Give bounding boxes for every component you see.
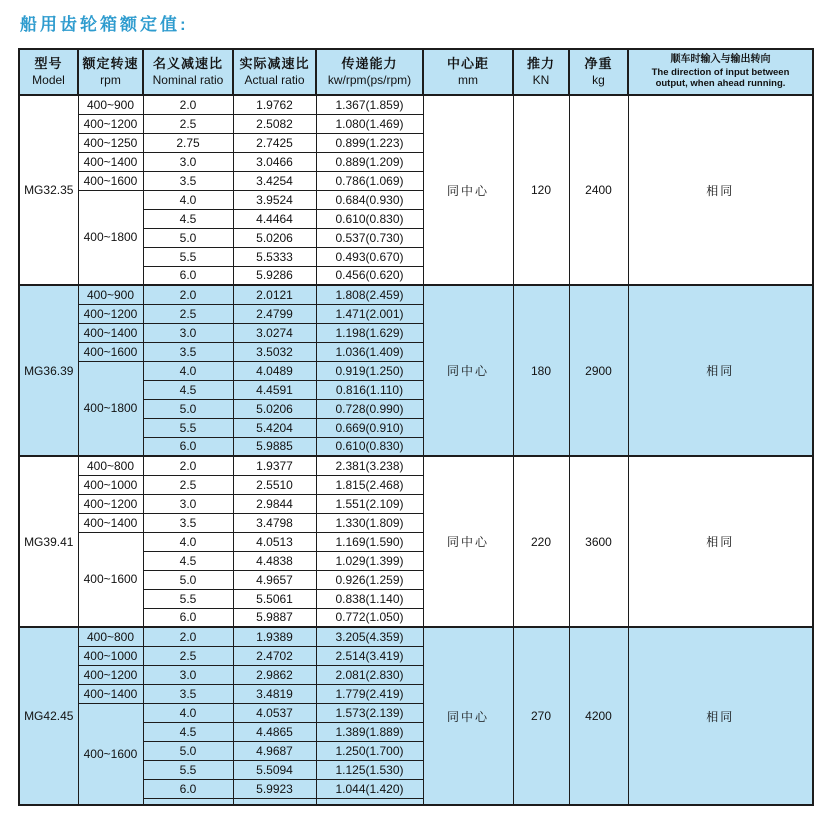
actual-ratio-cell: 3.5032 <box>233 342 316 361</box>
header-direction <box>628 49 813 95</box>
rpm-range-cell: 400~1800 <box>78 361 143 456</box>
thrust-cell: 120 <box>513 95 569 285</box>
actual-ratio-cell: 5.5333 <box>233 247 316 266</box>
capacity-cell: 1.330(1.809) <box>316 513 423 532</box>
nominal-ratio-cell: 2.5 <box>143 114 233 133</box>
header-rpm-zh: 额定转速 <box>82 56 139 72</box>
rpm-range-cell: 400~1000 <box>78 475 143 494</box>
table-row <box>19 456 813 475</box>
nominal-ratio-cell: 3.0 <box>143 152 233 171</box>
header-capacity-zh: 传递能力 <box>341 56 398 72</box>
thrust-cell: 270 <box>513 627 569 805</box>
actual-ratio-cell: 3.9524 <box>233 190 316 209</box>
direction-cell: 相同 <box>628 285 813 456</box>
actual-ratio-cell: 3.4819 <box>233 684 316 703</box>
actual-ratio-cell: 3.4798 <box>233 513 316 532</box>
nominal-ratio-cell: 4.0 <box>143 532 233 551</box>
header-actual-en: Actual ratio <box>244 73 305 88</box>
capacity-cell: 1.125(1.530) <box>316 760 423 779</box>
header-rpm <box>78 49 143 95</box>
net-weight-cell: 3600 <box>569 456 628 627</box>
capacity-cell: 1.815(2.468) <box>316 475 423 494</box>
capacity-cell: 0.669(0.910) <box>316 418 423 437</box>
table-row <box>19 95 813 114</box>
model-cell: MG32.35 <box>19 95 78 285</box>
nominal-ratio-cell: 3.0 <box>143 665 233 684</box>
header-capacity-en: kw/rpm(ps/rpm) <box>327 73 412 88</box>
rpm-range-cell: 400~800 <box>78 627 143 646</box>
capacity-cell: 0.493(0.670) <box>316 247 423 266</box>
nominal-ratio-cell: 4.5 <box>143 722 233 741</box>
capacity-cell: 1.367(1.859) <box>316 95 423 114</box>
actual-ratio-cell: 5.9885 <box>233 437 316 456</box>
net-weight-cell: 2400 <box>569 95 628 285</box>
center-distance-cell: 同中心 <box>423 456 513 627</box>
actual-ratio-cell: 5.5061 <box>233 589 316 608</box>
capacity-cell: 0.926(1.259) <box>316 570 423 589</box>
net-weight-cell: 4200 <box>569 627 628 805</box>
capacity-cell: 1.198(1.629) <box>316 323 423 342</box>
actual-ratio-cell: 1.9762 <box>233 95 316 114</box>
table-row <box>19 285 813 304</box>
actual-ratio-cell: 5.9887 <box>233 608 316 627</box>
spacer-cell <box>316 798 423 805</box>
rpm-range-cell: 400~1800 <box>78 190 143 285</box>
nominal-ratio-cell: 3.0 <box>143 494 233 513</box>
actual-ratio-cell: 2.9844 <box>233 494 316 513</box>
rpm-range-cell: 400~900 <box>78 95 143 114</box>
nominal-ratio-cell: 5.5 <box>143 247 233 266</box>
capacity-cell: 2.514(3.419) <box>316 646 423 665</box>
header-net-weight <box>569 49 628 95</box>
direction-cell: 相同 <box>628 627 813 805</box>
capacity-cell: 1.551(2.109) <box>316 494 423 513</box>
actual-ratio-cell: 2.5082 <box>233 114 316 133</box>
actual-ratio-cell: 5.9286 <box>233 266 316 285</box>
actual-ratio-cell: 1.9389 <box>233 627 316 646</box>
rpm-range-cell: 400~1600 <box>78 171 143 190</box>
actual-ratio-cell: 2.0121 <box>233 285 316 304</box>
nominal-ratio-cell: 5.5 <box>143 760 233 779</box>
header-center-en: mm <box>458 73 478 88</box>
nominal-ratio-cell: 5.5 <box>143 418 233 437</box>
rpm-range-cell: 400~1600 <box>78 703 143 805</box>
rpm-range-cell: 400~800 <box>78 456 143 475</box>
spacer-cell <box>233 798 316 805</box>
actual-ratio-cell: 4.9657 <box>233 570 316 589</box>
spacer-cell <box>143 798 233 805</box>
actual-ratio-cell: 5.5094 <box>233 760 316 779</box>
nominal-ratio-cell: 3.0 <box>143 323 233 342</box>
nominal-ratio-cell: 4.0 <box>143 190 233 209</box>
nominal-ratio-cell: 5.0 <box>143 570 233 589</box>
capacity-cell: 0.786(1.069) <box>316 171 423 190</box>
capacity-cell: 0.537(0.730) <box>316 228 423 247</box>
capacity-cell: 0.456(0.620) <box>316 266 423 285</box>
rpm-range-cell: 400~1200 <box>78 665 143 684</box>
header-rpm-en: rpm <box>100 73 121 88</box>
nominal-ratio-cell: 6.0 <box>143 608 233 627</box>
header-nominal-zh: 名义减速比 <box>152 56 223 72</box>
net-weight-cell: 2900 <box>569 285 628 456</box>
model-cell: MG36.39 <box>19 285 78 456</box>
actual-ratio-cell: 2.4799 <box>233 304 316 323</box>
rpm-range-cell: 400~1200 <box>78 304 143 323</box>
capacity-cell: 0.684(0.930) <box>316 190 423 209</box>
capacity-cell: 1.250(1.700) <box>316 741 423 760</box>
rpm-range-cell: 400~1600 <box>78 532 143 627</box>
model-cell: MG42.45 <box>19 627 78 805</box>
capacity-cell: 0.919(1.250) <box>316 361 423 380</box>
nominal-ratio-cell: 5.0 <box>143 228 233 247</box>
rpm-range-cell: 400~1400 <box>78 323 143 342</box>
capacity-cell: 1.808(2.459) <box>316 285 423 304</box>
direction-cell: 相同 <box>628 95 813 285</box>
rpm-range-cell: 400~1200 <box>78 494 143 513</box>
capacity-cell: 0.899(1.223) <box>316 133 423 152</box>
header-nominal-ratio <box>143 49 233 95</box>
rpm-range-cell: 400~1000 <box>78 646 143 665</box>
capacity-cell: 0.838(1.140) <box>316 589 423 608</box>
header-center-zh: 中心距 <box>446 56 489 72</box>
center-distance-cell: 同中心 <box>423 627 513 805</box>
actual-ratio-cell: 4.4591 <box>233 380 316 399</box>
actual-ratio-cell: 2.5510 <box>233 475 316 494</box>
thrust-cell: 220 <box>513 456 569 627</box>
actual-ratio-cell: 5.4204 <box>233 418 316 437</box>
actual-ratio-cell: 5.9923 <box>233 779 316 798</box>
rpm-range-cell: 400~1400 <box>78 684 143 703</box>
nominal-ratio-cell: 2.5 <box>143 646 233 665</box>
capacity-cell: 1.044(1.420) <box>316 779 423 798</box>
nominal-ratio-cell: 6.0 <box>143 266 233 285</box>
capacity-cell: 0.610(0.830) <box>316 209 423 228</box>
nominal-ratio-cell: 5.5 <box>143 589 233 608</box>
center-distance-cell: 同中心 <box>423 285 513 456</box>
header-weight-en: kg <box>592 73 605 88</box>
capacity-cell: 3.205(4.359) <box>316 627 423 646</box>
direction-cell: 相同 <box>628 456 813 627</box>
nominal-ratio-cell: 6.0 <box>143 437 233 456</box>
actual-ratio-cell: 5.0206 <box>233 228 316 247</box>
actual-ratio-cell: 3.0274 <box>233 323 316 342</box>
rpm-range-cell: 400~1400 <box>78 152 143 171</box>
header-model-zh: 型号 <box>34 56 63 72</box>
rpm-range-cell: 400~1600 <box>78 342 143 361</box>
gear-table-body <box>19 95 813 805</box>
header-direction-zh: 顺车时输入与输出转向 <box>670 54 771 66</box>
actual-ratio-cell: 3.0466 <box>233 152 316 171</box>
header-direction-en1: The direction of input between <box>651 66 790 78</box>
capacity-cell: 1.036(1.409) <box>316 342 423 361</box>
rpm-range-cell: 400~1400 <box>78 513 143 532</box>
capacity-cell: 0.728(0.990) <box>316 399 423 418</box>
capacity-cell: 0.610(0.830) <box>316 437 423 456</box>
nominal-ratio-cell: 5.0 <box>143 399 233 418</box>
nominal-ratio-cell: 4.0 <box>143 361 233 380</box>
nominal-ratio-cell: 6.0 <box>143 779 233 798</box>
rpm-range-cell: 400~1250 <box>78 133 143 152</box>
actual-ratio-cell: 3.4254 <box>233 171 316 190</box>
actual-ratio-cell: 5.0206 <box>233 399 316 418</box>
nominal-ratio-cell: 2.0 <box>143 627 233 646</box>
rpm-range-cell: 400~900 <box>78 285 143 304</box>
header-thrust-zh: 推力 <box>526 56 555 72</box>
nominal-ratio-cell: 2.0 <box>143 95 233 114</box>
nominal-ratio-cell: 2.5 <box>143 304 233 323</box>
actual-ratio-cell: 4.4464 <box>233 209 316 228</box>
nominal-ratio-cell: 4.5 <box>143 209 233 228</box>
header-thrust-en: KN <box>532 73 550 88</box>
capacity-cell: 0.816(1.110) <box>316 380 423 399</box>
actual-ratio-cell: 1.9377 <box>233 456 316 475</box>
nominal-ratio-cell: 3.5 <box>143 684 233 703</box>
header-center-distance <box>423 49 513 95</box>
actual-ratio-cell: 2.4702 <box>233 646 316 665</box>
nominal-ratio-cell: 4.5 <box>143 551 233 570</box>
header-direction-en2: output, when ahead running. <box>655 78 786 90</box>
nominal-ratio-cell: 5.0 <box>143 741 233 760</box>
capacity-cell: 1.573(2.139) <box>316 703 423 722</box>
capacity-cell: 0.772(1.050) <box>316 608 423 627</box>
center-distance-cell: 同中心 <box>423 95 513 285</box>
nominal-ratio-cell: 4.0 <box>143 703 233 722</box>
actual-ratio-cell: 4.0537 <box>233 703 316 722</box>
capacity-cell: 1.169(1.590) <box>316 532 423 551</box>
capacity-cell: 2.081(2.830) <box>316 665 423 684</box>
nominal-ratio-cell: 3.5 <box>143 342 233 361</box>
rpm-range-cell: 400~1200 <box>78 114 143 133</box>
actual-ratio-cell: 4.4865 <box>233 722 316 741</box>
actual-ratio-cell: 2.9862 <box>233 665 316 684</box>
nominal-ratio-cell: 2.5 <box>143 475 233 494</box>
header-model <box>19 49 78 95</box>
capacity-cell: 0.889(1.209) <box>316 152 423 171</box>
header-weight-zh: 净重 <box>584 56 613 72</box>
actual-ratio-cell: 4.9687 <box>233 741 316 760</box>
thrust-cell: 180 <box>513 285 569 456</box>
capacity-cell: 1.389(1.889) <box>316 722 423 741</box>
capacity-cell: 1.471(2.001) <box>316 304 423 323</box>
actual-ratio-cell: 2.7425 <box>233 133 316 152</box>
page-title: 船用齿轮箱额定值: <box>20 15 189 34</box>
gearbox-rating-table <box>18 48 814 806</box>
nominal-ratio-cell: 2.0 <box>143 456 233 475</box>
table-row <box>19 627 813 646</box>
actual-ratio-cell: 4.0513 <box>233 532 316 551</box>
header-capacity <box>316 49 423 95</box>
header-actual-ratio <box>233 49 316 95</box>
model-cell: MG39.41 <box>19 456 78 627</box>
nominal-ratio-cell: 4.5 <box>143 380 233 399</box>
nominal-ratio-cell: 3.5 <box>143 171 233 190</box>
header-thrust <box>513 49 569 95</box>
header-row <box>19 49 813 95</box>
header-nominal-en: Nominal ratio <box>152 73 224 88</box>
actual-ratio-cell: 4.4838 <box>233 551 316 570</box>
capacity-cell: 1.779(2.419) <box>316 684 423 703</box>
capacity-cell: 1.029(1.399) <box>316 551 423 570</box>
nominal-ratio-cell: 2.0 <box>143 285 233 304</box>
capacity-cell: 1.080(1.469) <box>316 114 423 133</box>
nominal-ratio-cell: 3.5 <box>143 513 233 532</box>
header-model-en: Model <box>32 73 65 88</box>
actual-ratio-cell: 4.0489 <box>233 361 316 380</box>
nominal-ratio-cell: 2.75 <box>143 133 233 152</box>
capacity-cell: 2.381(3.238) <box>316 456 423 475</box>
header-actual-zh: 实际减速比 <box>239 56 310 72</box>
